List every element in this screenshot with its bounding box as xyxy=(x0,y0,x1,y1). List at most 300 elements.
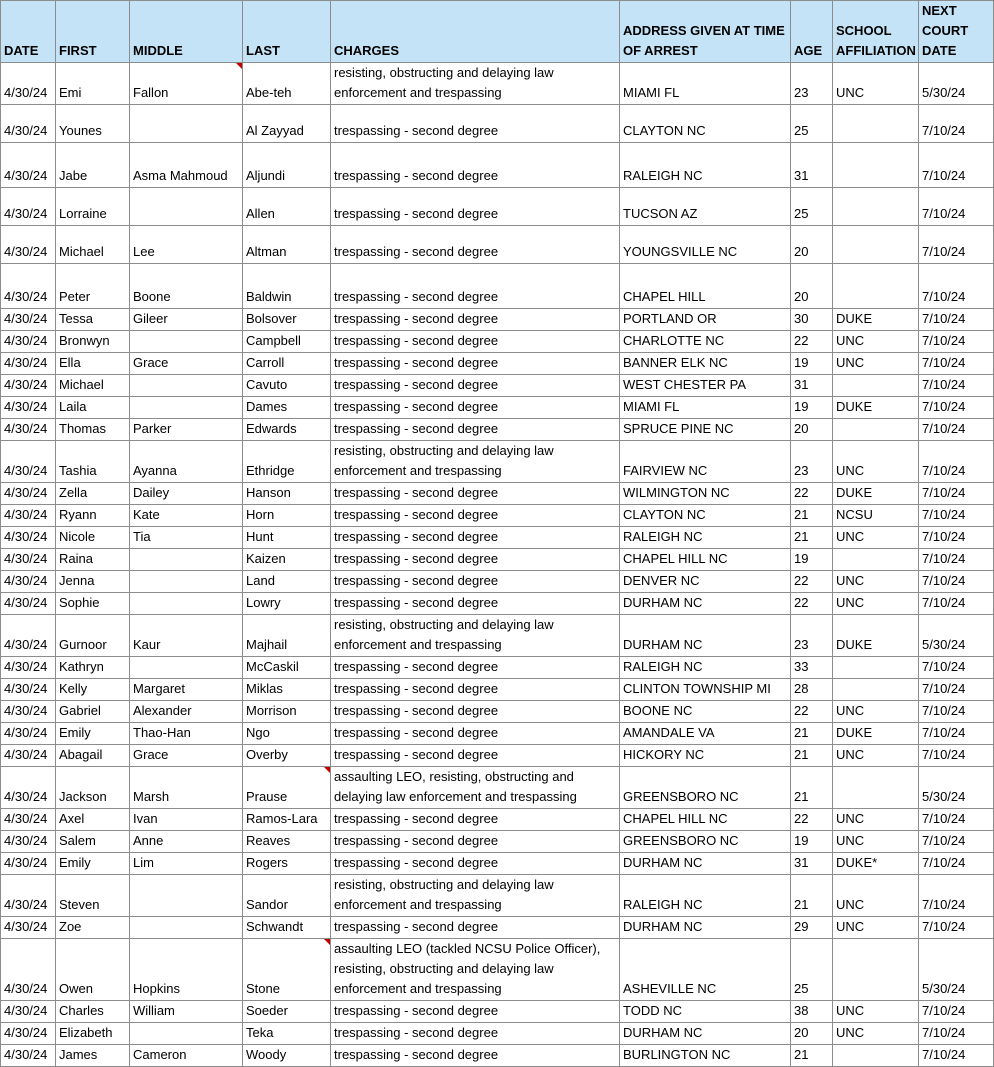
cell-address[interactable]: DURHAM NC xyxy=(620,615,791,657)
cell-court[interactable]: 7/10/24 xyxy=(919,309,994,331)
cell-last[interactable]: Kaizen xyxy=(243,549,331,571)
cell-court[interactable]: 7/10/24 xyxy=(919,331,994,353)
cell-last[interactable]: Campbell xyxy=(243,331,331,353)
cell-school[interactable]: DUKE xyxy=(833,397,919,419)
cell-charges[interactable]: trespassing - second degree xyxy=(331,745,620,767)
cell-middle[interactable]: Anne xyxy=(130,831,243,853)
cell-date[interactable]: 4/30/24 xyxy=(1,527,56,549)
cell-first[interactable]: Ryann xyxy=(56,505,130,527)
cell-school[interactable] xyxy=(833,105,919,143)
cell-middle[interactable]: William xyxy=(130,1001,243,1023)
cell-date[interactable]: 4/30/24 xyxy=(1,701,56,723)
cell-court[interactable]: 7/10/24 xyxy=(919,375,994,397)
cell-address[interactable]: CHAPEL HILL NC xyxy=(620,809,791,831)
cell-charges[interactable]: resisting, obstructing and delaying law enforcement and trespassing xyxy=(331,875,620,917)
cell-age[interactable]: 20 xyxy=(791,264,833,309)
cell-first[interactable]: Kathryn xyxy=(56,657,130,679)
cell-date[interactable]: 4/30/24 xyxy=(1,226,56,264)
cell-age[interactable]: 23 xyxy=(791,441,833,483)
cell-school[interactable] xyxy=(833,1045,919,1067)
cell-middle[interactable]: Margaret xyxy=(130,679,243,701)
cell-date[interactable]: 4/30/24 xyxy=(1,917,56,939)
header-first[interactable]: FIRST xyxy=(56,1,130,63)
cell-charges[interactable]: trespassing - second degree xyxy=(331,419,620,441)
cell-middle[interactable] xyxy=(130,331,243,353)
cell-last[interactable]: Edwards xyxy=(243,419,331,441)
cell-charges[interactable]: trespassing - second degree xyxy=(331,853,620,875)
cell-date[interactable]: 4/30/24 xyxy=(1,549,56,571)
cell-court[interactable]: 7/10/24 xyxy=(919,1001,994,1023)
cell-charges[interactable]: trespassing - second degree xyxy=(331,571,620,593)
cell-address[interactable]: GREENSBORO NC xyxy=(620,831,791,853)
cell-middle[interactable]: Ivan xyxy=(130,809,243,831)
cell-court[interactable]: 7/10/24 xyxy=(919,831,994,853)
cell-age[interactable]: 20 xyxy=(791,226,833,264)
cell-age[interactable]: 31 xyxy=(791,375,833,397)
cell-court[interactable]: 5/30/24 xyxy=(919,63,994,105)
cell-charges[interactable]: trespassing - second degree xyxy=(331,809,620,831)
cell-school[interactable]: DUKE xyxy=(833,309,919,331)
cell-address[interactable]: CHARLOTTE NC xyxy=(620,331,791,353)
cell-address[interactable]: RALEIGH NC xyxy=(620,527,791,549)
cell-age[interactable]: 30 xyxy=(791,309,833,331)
cell-address[interactable]: AMANDALE VA xyxy=(620,723,791,745)
cell-charges[interactable]: trespassing - second degree xyxy=(331,679,620,701)
cell-charges[interactable]: trespassing - second degree xyxy=(331,1001,620,1023)
cell-charges[interactable]: trespassing - second degree xyxy=(331,143,620,188)
cell-last[interactable]: Soeder xyxy=(243,1001,331,1023)
cell-charges[interactable]: trespassing - second degree xyxy=(331,1023,620,1045)
cell-first[interactable]: Jabe xyxy=(56,143,130,188)
cell-last[interactable]: Altman xyxy=(243,226,331,264)
cell-last[interactable]: Rogers xyxy=(243,853,331,875)
cell-middle[interactable]: Kate xyxy=(130,505,243,527)
cell-charges[interactable]: trespassing - second degree xyxy=(331,483,620,505)
cell-charges[interactable]: trespassing - second degree xyxy=(331,657,620,679)
cell-court[interactable]: 7/10/24 xyxy=(919,188,994,226)
cell-middle[interactable] xyxy=(130,549,243,571)
cell-middle[interactable]: Cameron xyxy=(130,1045,243,1067)
cell-first[interactable]: Gabriel xyxy=(56,701,130,723)
cell-last[interactable]: Schwandt xyxy=(243,917,331,939)
cell-middle[interactable]: Hopkins xyxy=(130,939,243,1001)
cell-first[interactable]: Zella xyxy=(56,483,130,505)
cell-middle[interactable] xyxy=(130,1023,243,1045)
cell-age[interactable]: 38 xyxy=(791,1001,833,1023)
cell-school[interactable]: UNC xyxy=(833,331,919,353)
cell-charges[interactable]: trespassing - second degree xyxy=(331,701,620,723)
cell-middle[interactable]: Alexander xyxy=(130,701,243,723)
cell-first[interactable]: Raina xyxy=(56,549,130,571)
cell-middle[interactable]: Grace xyxy=(130,745,243,767)
cell-middle[interactable]: Dailey xyxy=(130,483,243,505)
cell-court[interactable]: 7/10/24 xyxy=(919,571,994,593)
cell-court[interactable]: 7/10/24 xyxy=(919,853,994,875)
cell-first[interactable]: Thomas xyxy=(56,419,130,441)
cell-address[interactable]: GREENSBORO NC xyxy=(620,767,791,809)
cell-last[interactable]: Sandor xyxy=(243,875,331,917)
cell-date[interactable]: 4/30/24 xyxy=(1,679,56,701)
cell-first[interactable]: Michael xyxy=(56,375,130,397)
cell-school[interactable]: UNC xyxy=(833,593,919,615)
cell-address[interactable]: RALEIGH NC xyxy=(620,143,791,188)
cell-address[interactable]: BURLINGTON NC xyxy=(620,1045,791,1067)
cell-age[interactable]: 21 xyxy=(791,1045,833,1067)
cell-address[interactable]: CHAPEL HILL NC xyxy=(620,549,791,571)
cell-address[interactable]: CLINTON TOWNSHIP MI xyxy=(620,679,791,701)
cell-court[interactable]: 7/10/24 xyxy=(919,353,994,375)
cell-last[interactable]: Lowry xyxy=(243,593,331,615)
cell-last[interactable]: McCaskil xyxy=(243,657,331,679)
cell-address[interactable]: SPRUCE PINE NC xyxy=(620,419,791,441)
cell-age[interactable]: 25 xyxy=(791,939,833,1001)
cell-middle[interactable] xyxy=(130,593,243,615)
cell-address[interactable]: BANNER ELK NC xyxy=(620,353,791,375)
cell-first[interactable]: Bronwyn xyxy=(56,331,130,353)
cell-school[interactable]: DUKE xyxy=(833,723,919,745)
cell-court[interactable]: 5/30/24 xyxy=(919,615,994,657)
cell-school[interactable]: UNC xyxy=(833,701,919,723)
cell-school[interactable] xyxy=(833,226,919,264)
cell-date[interactable]: 4/30/24 xyxy=(1,105,56,143)
cell-court[interactable]: 7/10/24 xyxy=(919,143,994,188)
cell-charges[interactable]: trespassing - second degree xyxy=(331,188,620,226)
cell-school[interactable]: UNC xyxy=(833,831,919,853)
cell-age[interactable]: 33 xyxy=(791,657,833,679)
cell-first[interactable]: Emi xyxy=(56,63,130,105)
cell-address[interactable]: CLAYTON NC xyxy=(620,505,791,527)
cell-date[interactable]: 4/30/24 xyxy=(1,809,56,831)
cell-school[interactable]: DUKE* xyxy=(833,853,919,875)
cell-charges[interactable]: trespassing - second degree xyxy=(331,1045,620,1067)
cell-date[interactable]: 4/30/24 xyxy=(1,615,56,657)
cell-last[interactable]: Bolsover xyxy=(243,309,331,331)
cell-last[interactable]: Dames xyxy=(243,397,331,419)
cell-date[interactable]: 4/30/24 xyxy=(1,939,56,1001)
cell-age[interactable]: 20 xyxy=(791,1023,833,1045)
cell-middle[interactable]: Parker xyxy=(130,419,243,441)
cell-date[interactable]: 4/30/24 xyxy=(1,875,56,917)
cell-school[interactable]: UNC xyxy=(833,571,919,593)
cell-charges[interactable]: trespassing - second degree xyxy=(331,353,620,375)
cell-middle[interactable]: Fallon xyxy=(130,63,243,105)
cell-first[interactable]: James xyxy=(56,1045,130,1067)
cell-charges[interactable]: trespassing - second degree xyxy=(331,375,620,397)
cell-last[interactable]: Abe-teh xyxy=(243,63,331,105)
cell-address[interactable]: PORTLAND OR xyxy=(620,309,791,331)
cell-middle[interactable]: Gileer xyxy=(130,309,243,331)
cell-middle[interactable] xyxy=(130,188,243,226)
cell-age[interactable]: 19 xyxy=(791,549,833,571)
cell-address[interactable]: DENVER NC xyxy=(620,571,791,593)
cell-middle[interactable]: Lee xyxy=(130,226,243,264)
cell-first[interactable]: Elizabeth xyxy=(56,1023,130,1045)
cell-court[interactable]: 7/10/24 xyxy=(919,1023,994,1045)
cell-address[interactable]: DURHAM NC xyxy=(620,917,791,939)
cell-address[interactable]: HICKORY NC xyxy=(620,745,791,767)
cell-date[interactable]: 4/30/24 xyxy=(1,657,56,679)
cell-last[interactable]: Hanson xyxy=(243,483,331,505)
cell-age[interactable]: 22 xyxy=(791,701,833,723)
cell-middle[interactable]: Grace xyxy=(130,353,243,375)
cell-date[interactable]: 4/30/24 xyxy=(1,331,56,353)
cell-date[interactable]: 4/30/24 xyxy=(1,264,56,309)
cell-age[interactable]: 19 xyxy=(791,831,833,853)
cell-charges[interactable]: trespassing - second degree xyxy=(331,505,620,527)
cell-last[interactable]: Ramos-Lara xyxy=(243,809,331,831)
cell-last[interactable]: Allen xyxy=(243,188,331,226)
cell-school[interactable] xyxy=(833,419,919,441)
cell-school[interactable]: DUKE xyxy=(833,483,919,505)
cell-first[interactable]: Salem xyxy=(56,831,130,853)
cell-address[interactable]: RALEIGH NC xyxy=(620,657,791,679)
cell-first[interactable]: Jenna xyxy=(56,571,130,593)
cell-court[interactable]: 7/10/24 xyxy=(919,264,994,309)
cell-last[interactable]: Miklas xyxy=(243,679,331,701)
header-address[interactable]: ADDRESS GIVEN AT TIME OF ARREST xyxy=(620,1,791,63)
cell-date[interactable]: 4/30/24 xyxy=(1,853,56,875)
cell-first[interactable]: Tessa xyxy=(56,309,130,331)
cell-court[interactable]: 7/10/24 xyxy=(919,679,994,701)
cell-middle[interactable]: Tia xyxy=(130,527,243,549)
cell-date[interactable]: 4/30/24 xyxy=(1,505,56,527)
cell-middle[interactable] xyxy=(130,571,243,593)
cell-school[interactable]: UNC xyxy=(833,1023,919,1045)
cell-date[interactable]: 4/30/24 xyxy=(1,309,56,331)
cell-address[interactable]: WEST CHESTER PA xyxy=(620,375,791,397)
cell-court[interactable]: 7/10/24 xyxy=(919,397,994,419)
cell-school[interactable] xyxy=(833,188,919,226)
cell-last[interactable]: Al Zayyad xyxy=(243,105,331,143)
cell-age[interactable]: 29 xyxy=(791,917,833,939)
cell-address[interactable]: DURHAM NC xyxy=(620,1023,791,1045)
cell-age[interactable]: 19 xyxy=(791,353,833,375)
cell-first[interactable]: Charles xyxy=(56,1001,130,1023)
cell-last[interactable]: Land xyxy=(243,571,331,593)
cell-middle[interactable]: Ayanna xyxy=(130,441,243,483)
cell-charges[interactable]: trespassing - second degree xyxy=(331,723,620,745)
cell-address[interactable]: DURHAM NC xyxy=(620,593,791,615)
cell-last[interactable]: Prause xyxy=(243,767,331,809)
cell-middle[interactable] xyxy=(130,105,243,143)
cell-first[interactable]: Ella xyxy=(56,353,130,375)
cell-first[interactable]: Emily xyxy=(56,723,130,745)
cell-first[interactable]: Zoe xyxy=(56,917,130,939)
cell-middle[interactable]: Lim xyxy=(130,853,243,875)
cell-court[interactable]: 7/10/24 xyxy=(919,483,994,505)
cell-middle[interactable] xyxy=(130,875,243,917)
cell-age[interactable]: 19 xyxy=(791,397,833,419)
cell-date[interactable]: 4/30/24 xyxy=(1,831,56,853)
cell-court[interactable]: 7/10/24 xyxy=(919,105,994,143)
cell-court[interactable]: 7/10/24 xyxy=(919,1045,994,1067)
cell-court[interactable]: 5/30/24 xyxy=(919,767,994,809)
cell-age[interactable]: 25 xyxy=(791,188,833,226)
cell-charges[interactable]: trespassing - second degree xyxy=(331,593,620,615)
cell-charges[interactable]: trespassing - second degree xyxy=(331,397,620,419)
cell-age[interactable]: 31 xyxy=(791,853,833,875)
cell-middle[interactable]: Marsh xyxy=(130,767,243,809)
cell-court[interactable]: 7/10/24 xyxy=(919,441,994,483)
cell-charges[interactable]: trespassing - second degree xyxy=(331,831,620,853)
cell-date[interactable]: 4/30/24 xyxy=(1,571,56,593)
cell-charges[interactable]: trespassing - second degree xyxy=(331,549,620,571)
cell-school[interactable] xyxy=(833,767,919,809)
cell-last[interactable]: Stone xyxy=(243,939,331,1001)
header-date[interactable]: DATE xyxy=(1,1,56,63)
cell-middle[interactable] xyxy=(130,397,243,419)
cell-first[interactable]: Axel xyxy=(56,809,130,831)
cell-first[interactable]: Emily xyxy=(56,853,130,875)
cell-date[interactable]: 4/30/24 xyxy=(1,1045,56,1067)
cell-middle[interactable] xyxy=(130,917,243,939)
cell-court[interactable]: 7/10/24 xyxy=(919,527,994,549)
cell-last[interactable]: Cavuto xyxy=(243,375,331,397)
cell-charges[interactable]: trespassing - second degree xyxy=(331,105,620,143)
cell-charges[interactable]: trespassing - second degree xyxy=(331,309,620,331)
cell-school[interactable]: UNC xyxy=(833,1001,919,1023)
cell-last[interactable]: Ethridge xyxy=(243,441,331,483)
cell-date[interactable]: 4/30/24 xyxy=(1,419,56,441)
cell-court[interactable]: 7/10/24 xyxy=(919,226,994,264)
cell-first[interactable]: Gurnoor xyxy=(56,615,130,657)
cell-charges[interactable]: assaulting LEO, resisting, obstructing and delaying law enforcement and trespassing xyxy=(331,767,620,809)
cell-address[interactable]: RALEIGH NC xyxy=(620,875,791,917)
cell-last[interactable]: Reaves xyxy=(243,831,331,853)
cell-middle[interactable]: Thao-Han xyxy=(130,723,243,745)
cell-school[interactable]: UNC xyxy=(833,809,919,831)
cell-age[interactable]: 28 xyxy=(791,679,833,701)
cell-address[interactable]: YOUNGSVILLE NC xyxy=(620,226,791,264)
cell-age[interactable]: 21 xyxy=(791,745,833,767)
cell-charges[interactable]: resisting, obstructing and delaying law enforcement and trespassing xyxy=(331,615,620,657)
cell-date[interactable]: 4/30/24 xyxy=(1,593,56,615)
cell-school[interactable]: NCSU xyxy=(833,505,919,527)
cell-school[interactable] xyxy=(833,657,919,679)
cell-age[interactable]: 23 xyxy=(791,615,833,657)
cell-age[interactable]: 23 xyxy=(791,63,833,105)
cell-last[interactable]: Horn xyxy=(243,505,331,527)
cell-date[interactable]: 4/30/24 xyxy=(1,375,56,397)
cell-first[interactable]: Kelly xyxy=(56,679,130,701)
cell-court[interactable]: 7/10/24 xyxy=(919,917,994,939)
cell-first[interactable]: Sophie xyxy=(56,593,130,615)
cell-middle[interactable]: Boone xyxy=(130,264,243,309)
cell-age[interactable]: 22 xyxy=(791,331,833,353)
cell-court[interactable]: 5/30/24 xyxy=(919,939,994,1001)
cell-charges[interactable]: trespassing - second degree xyxy=(331,264,620,309)
header-school[interactable]: SCHOOL AFFILIATION xyxy=(833,1,919,63)
cell-middle[interactable]: Asma Mahmoud xyxy=(130,143,243,188)
cell-date[interactable]: 4/30/24 xyxy=(1,441,56,483)
cell-date[interactable]: 4/30/24 xyxy=(1,63,56,105)
cell-court[interactable]: 7/10/24 xyxy=(919,745,994,767)
cell-school[interactable]: UNC xyxy=(833,63,919,105)
cell-last[interactable]: Aljundi xyxy=(243,143,331,188)
cell-age[interactable]: 22 xyxy=(791,483,833,505)
cell-court[interactable]: 7/10/24 xyxy=(919,505,994,527)
cell-school[interactable]: UNC xyxy=(833,745,919,767)
cell-address[interactable]: MIAMI FL xyxy=(620,397,791,419)
cell-school[interactable] xyxy=(833,679,919,701)
cell-school[interactable] xyxy=(833,264,919,309)
cell-first[interactable]: Nicole xyxy=(56,527,130,549)
cell-court[interactable]: 7/10/24 xyxy=(919,549,994,571)
cell-first[interactable]: Lorraine xyxy=(56,188,130,226)
cell-address[interactable]: TODD NC xyxy=(620,1001,791,1023)
cell-charges[interactable]: trespassing - second degree xyxy=(331,917,620,939)
cell-last[interactable]: Ngo xyxy=(243,723,331,745)
cell-school[interactable] xyxy=(833,375,919,397)
cell-last[interactable]: Baldwin xyxy=(243,264,331,309)
cell-first[interactable]: Steven xyxy=(56,875,130,917)
cell-middle[interactable] xyxy=(130,657,243,679)
cell-first[interactable]: Abagail xyxy=(56,745,130,767)
cell-last[interactable]: Teka xyxy=(243,1023,331,1045)
cell-date[interactable]: 4/30/24 xyxy=(1,143,56,188)
cell-school[interactable]: UNC xyxy=(833,527,919,549)
cell-age[interactable]: 21 xyxy=(791,527,833,549)
header-age[interactable]: AGE xyxy=(791,1,833,63)
cell-middle[interactable]: Kaur xyxy=(130,615,243,657)
cell-date[interactable]: 4/30/24 xyxy=(1,767,56,809)
cell-first[interactable]: Peter xyxy=(56,264,130,309)
cell-school[interactable] xyxy=(833,939,919,1001)
cell-date[interactable]: 4/30/24 xyxy=(1,745,56,767)
header-court[interactable]: NEXT COURT DATE xyxy=(919,1,994,63)
cell-first[interactable]: Tashia xyxy=(56,441,130,483)
cell-charges[interactable]: assaulting LEO (tackled NCSU Police Officer), resisting, obstructing and delaying law enforcement and trespassing xyxy=(331,939,620,1001)
cell-court[interactable]: 7/10/24 xyxy=(919,809,994,831)
cell-date[interactable]: 4/30/24 xyxy=(1,1001,56,1023)
cell-age[interactable]: 22 xyxy=(791,571,833,593)
cell-address[interactable]: BOONE NC xyxy=(620,701,791,723)
cell-age[interactable]: 25 xyxy=(791,105,833,143)
cell-middle[interactable] xyxy=(130,375,243,397)
cell-charges[interactable]: trespassing - second degree xyxy=(331,226,620,264)
header-middle[interactable]: MIDDLE xyxy=(130,1,243,63)
cell-date[interactable]: 4/30/24 xyxy=(1,397,56,419)
cell-date[interactable]: 4/30/24 xyxy=(1,353,56,375)
cell-court[interactable]: 7/10/24 xyxy=(919,723,994,745)
cell-age[interactable]: 21 xyxy=(791,767,833,809)
cell-age[interactable]: 21 xyxy=(791,505,833,527)
cell-school[interactable]: UNC xyxy=(833,875,919,917)
cell-address[interactable]: FAIRVIEW NC xyxy=(620,441,791,483)
cell-charges[interactable]: trespassing - second degree xyxy=(331,527,620,549)
header-last[interactable]: LAST xyxy=(243,1,331,63)
cell-date[interactable]: 4/30/24 xyxy=(1,1023,56,1045)
cell-last[interactable]: Overby xyxy=(243,745,331,767)
cell-last[interactable]: Hunt xyxy=(243,527,331,549)
cell-address[interactable]: CHAPEL HILL xyxy=(620,264,791,309)
cell-address[interactable]: CLAYTON NC xyxy=(620,105,791,143)
cell-school[interactable]: DUKE xyxy=(833,615,919,657)
header-charges[interactable]: CHARGES xyxy=(331,1,620,63)
cell-last[interactable]: Carroll xyxy=(243,353,331,375)
cell-address[interactable]: ASHEVILLE NC xyxy=(620,939,791,1001)
cell-school[interactable]: UNC xyxy=(833,441,919,483)
cell-charges[interactable]: trespassing - second degree xyxy=(331,331,620,353)
cell-school[interactable]: UNC xyxy=(833,353,919,375)
cell-first[interactable]: Laila xyxy=(56,397,130,419)
cell-court[interactable]: 7/10/24 xyxy=(919,593,994,615)
cell-age[interactable]: 22 xyxy=(791,593,833,615)
cell-first[interactable]: Jackson xyxy=(56,767,130,809)
cell-school[interactable] xyxy=(833,549,919,571)
cell-charges[interactable]: resisting, obstructing and delaying law enforcement and trespassing xyxy=(331,63,620,105)
cell-school[interactable] xyxy=(833,143,919,188)
